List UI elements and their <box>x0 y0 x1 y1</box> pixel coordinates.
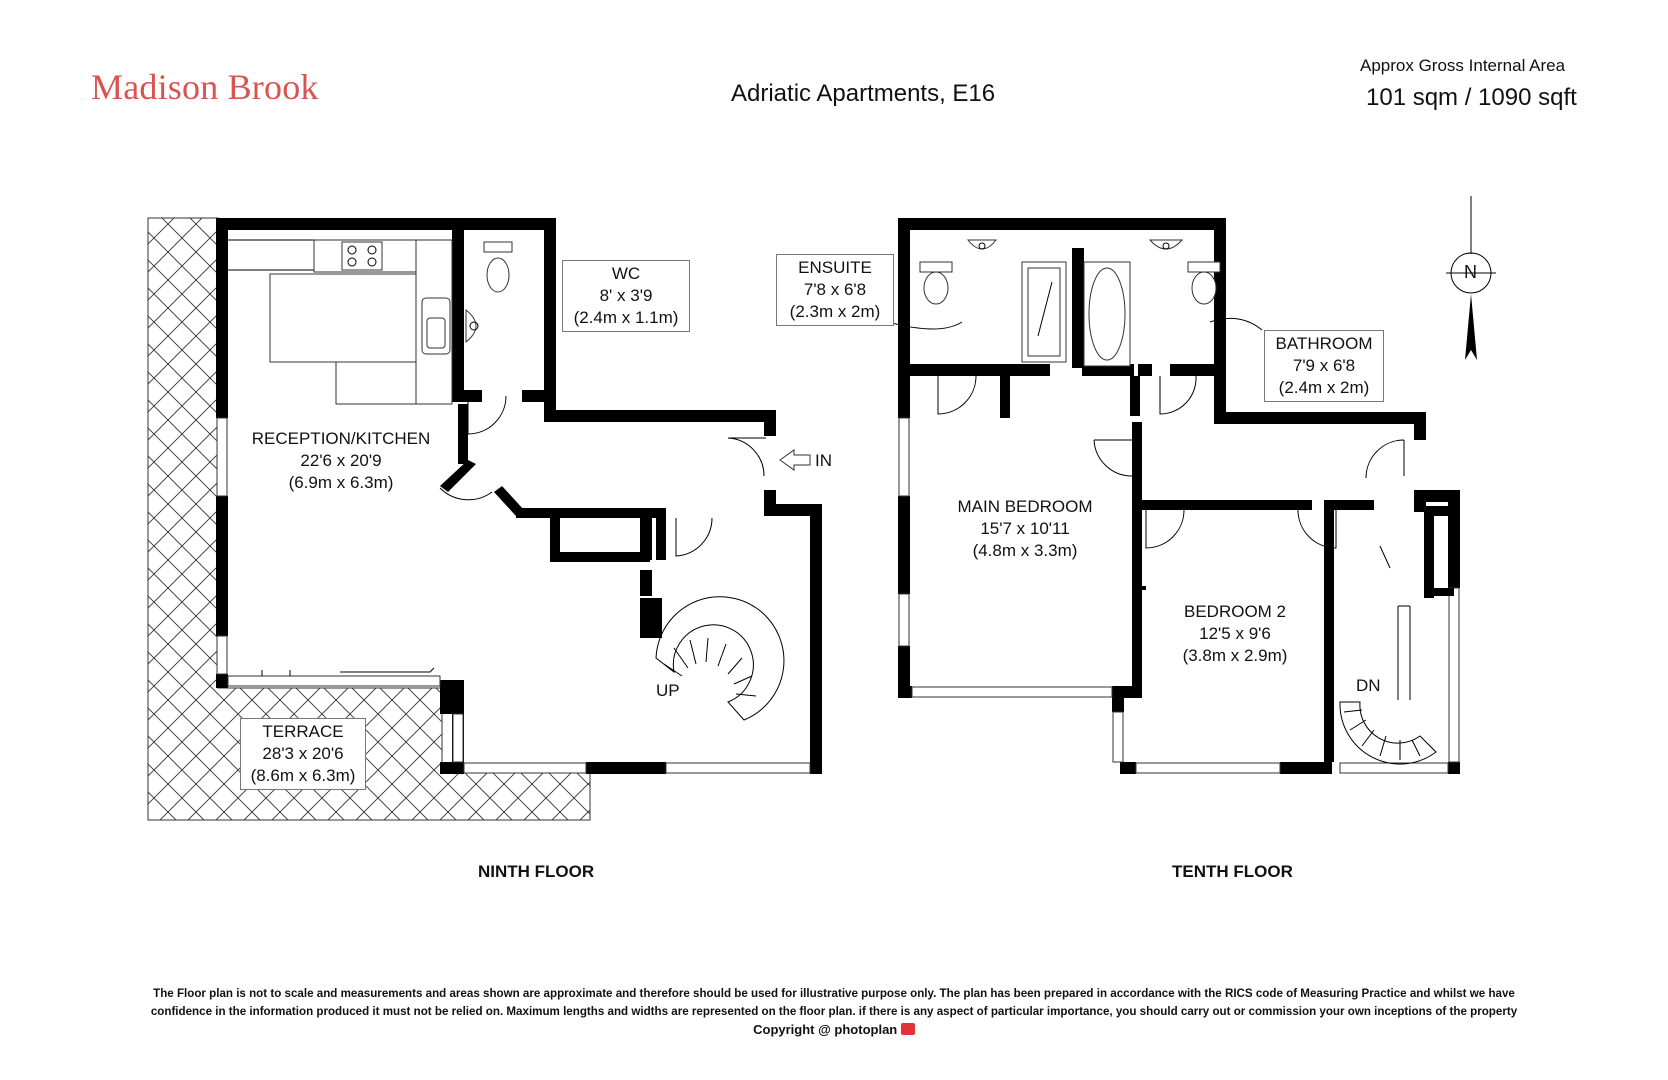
room-metric: (2.3m x 2m) <box>789 302 881 321</box>
room-name: RECEPTION/KITCHEN <box>251 429 431 448</box>
room-reception-kitchen <box>236 428 446 494</box>
room-bedroom-2 <box>1150 601 1320 667</box>
tenth-floor-label: TENTH FLOOR <box>1172 862 1293 881</box>
copyright <box>0 1022 1668 1037</box>
room-imperial: 7'8 x 6'8 <box>803 280 867 299</box>
gross-area-label: Approx Gross Internal Area <box>1360 56 1566 75</box>
wc-toilet-icon <box>484 242 512 292</box>
stair-up-label: UP <box>656 681 680 700</box>
room-name: ENSUITE <box>798 258 872 277</box>
spiral-stair-up <box>656 597 784 720</box>
disclaimer <box>80 985 1588 1021</box>
room-imperial: 28'3 x 20'6 <box>262 744 344 763</box>
ensuite-toilet-icon <box>920 262 952 304</box>
room-imperial: 8' x 3'9 <box>599 286 653 305</box>
gross-area-value: 101 sqm / 1090 sqft <box>1366 84 1577 111</box>
room-bathroom <box>1264 330 1384 402</box>
page-title: Adriatic Apartments, E16 <box>731 80 996 107</box>
room-imperial: 15'7 x 10'11 <box>980 519 1070 538</box>
room-imperial: 7'9 x 6'8 <box>1292 356 1356 375</box>
disclaimer-line-2: confidence in the information produced it must not be relied on. Maximum lengths and widths are represented on the floor plan. if there is any aspect of particular importance, you should carry out or commission your own inceptions of the property <box>150 1005 1518 1018</box>
room-main-bedroom <box>930 496 1120 562</box>
bathtub-icon <box>1084 262 1130 366</box>
room-metric: (3.8m x 2.9m) <box>1182 646 1288 665</box>
room-name: MAIN BEDROOM <box>957 497 1093 516</box>
entrance-label: IN <box>815 451 832 470</box>
compass-north-label: N <box>1464 262 1477 282</box>
room-imperial: 22'6 x 20'9 <box>300 451 382 470</box>
spiral-stair-down <box>1340 606 1436 764</box>
room-ensuite <box>776 254 894 326</box>
hob-icon <box>342 242 382 270</box>
room-metric: (4.8m x 3.3m) <box>972 541 1078 560</box>
room-terrace <box>240 718 366 790</box>
room-imperial: 12'5 x 9'6 <box>1199 624 1271 643</box>
room-name: BATHROOM <box>1275 334 1373 353</box>
entrance-arrow-icon <box>780 450 810 470</box>
room-metric: (6.9m x 6.3m) <box>288 473 394 492</box>
photoplan-logo-icon <box>901 1023 915 1035</box>
shower-icon <box>1022 262 1066 362</box>
room-wc <box>562 260 690 332</box>
room-metric: (8.6m x 6.3m) <box>250 766 356 785</box>
room-name: WC <box>611 264 641 283</box>
ninth-floor-label: NINTH FLOOR <box>478 862 595 881</box>
wc-basin-icon <box>466 310 478 342</box>
room-metric: (2.4m x 2m) <box>1278 378 1370 397</box>
room-metric: (2.4m x 1.1m) <box>573 308 679 327</box>
room-name: BEDROOM 2 <box>1183 602 1287 621</box>
ensuite-basin-icon <box>968 240 996 249</box>
disclaimer-line-1: The Floor plan is not to scale and measurements and areas shown are approximate and therefore should be used for illustrative purpose only. The plan has been prepared in accordance with the RICS code of Measuring Practice and whilst we have <box>153 987 1515 1000</box>
room-name: TERRACE <box>262 722 344 741</box>
stair-down-label: DN <box>1356 676 1381 695</box>
bathroom-basin-icon <box>1150 240 1182 249</box>
copyright-prefix: Copyright @ <box>753 1022 831 1037</box>
brand-logo: Madison Brook <box>91 67 319 107</box>
sink-icon <box>422 298 450 354</box>
photoplan-brand: photoplan <box>834 1022 898 1037</box>
